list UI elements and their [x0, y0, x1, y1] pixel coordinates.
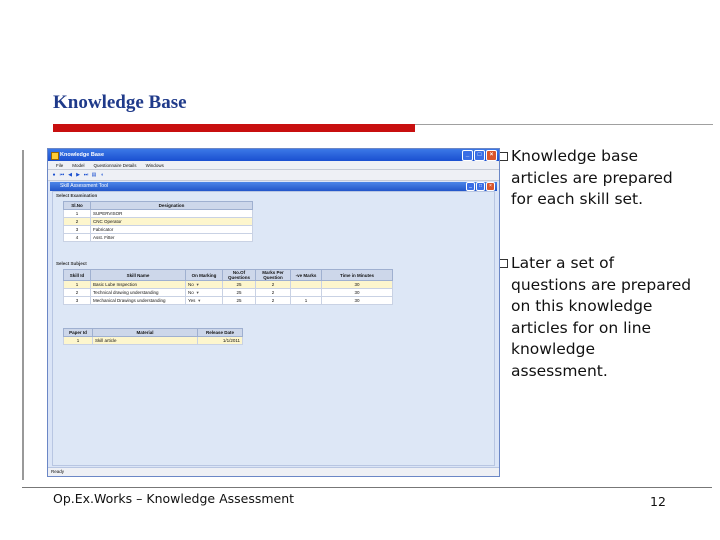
status-bar: Ready: [48, 467, 499, 476]
exam-col-header[interactable]: Designation: [91, 202, 253, 210]
menu-model[interactable]: Model: [72, 162, 85, 168]
table-cell: 25: [223, 289, 256, 297]
menu-windows[interactable]: Windows: [145, 162, 164, 168]
menu-questionnaire-details[interactable]: Questionnaire Details: [93, 162, 137, 168]
footer-text: Op.Ex.Works – Knowledge Assessment: [53, 491, 295, 506]
first-icon[interactable]: ⏮: [59, 172, 65, 178]
maximize-button[interactable]: □: [474, 150, 485, 161]
table-cell: 1: [291, 297, 322, 305]
previous-icon[interactable]: ◀: [68, 172, 72, 178]
assessment-panel: [52, 191, 495, 466]
subject-col-header[interactable]: -ve Marks: [291, 270, 322, 281]
table-cell: Skill article: [93, 337, 198, 345]
save-icon[interactable]: ●: [52, 172, 56, 178]
window-title: Knowledge Base: [60, 152, 105, 158]
table-row[interactable]: [64, 234, 253, 242]
subject-col-header[interactable]: Marks Per Question: [256, 270, 291, 281]
table-cell: 1: [64, 337, 93, 345]
table-cell: CNC Operator: [91, 218, 253, 226]
bullet-square-icon: [499, 152, 508, 161]
subject-table: [63, 269, 393, 305]
chevron-down-icon: ▾: [198, 297, 201, 303]
chevron-down-icon: ▾: [196, 281, 199, 287]
on-marking-select[interactable]: [186, 289, 223, 297]
table-cell: 1: [64, 210, 91, 218]
subject-section-label: Select Subject: [56, 261, 87, 266]
subject-col-header[interactable]: Time in Minutes: [322, 270, 393, 281]
table-cell: Fabricator: [91, 226, 253, 234]
menu-bar: [48, 161, 499, 169]
article-col-header[interactable]: Material: [93, 329, 198, 337]
on-marking-select[interactable]: [186, 297, 223, 305]
table-cell: Technical drawing understanding: [91, 289, 186, 297]
on-marking-select[interactable]: [186, 281, 223, 289]
article-col-header[interactable]: Release Date: [198, 329, 243, 337]
table-cell: Yes: [188, 297, 196, 303]
close-button[interactable]: ×: [486, 150, 497, 161]
bullet-text: Later a set of questions are prepared on this knowledge articles for on line knowledge assessment.: [511, 254, 692, 380]
table-cell: 4: [64, 234, 91, 242]
subject-col-header[interactable]: On Marking: [186, 270, 223, 281]
page-number: 12: [650, 494, 666, 509]
table-cell: No: [188, 289, 194, 295]
table-row[interactable]: [64, 281, 393, 289]
table-cell: Asst. Fitter: [91, 234, 253, 242]
inner-minimize-button[interactable]: _: [466, 182, 475, 191]
footer-rule: [22, 487, 712, 488]
audio-icon[interactable]: ◖: [100, 172, 104, 178]
table-cell: 30: [322, 289, 393, 297]
article-col-header[interactable]: Paper Id: [64, 329, 93, 337]
table-cell: 2: [256, 289, 291, 297]
bullet-square-icon: [499, 259, 508, 268]
app-window: [47, 148, 500, 477]
table-cell: 2: [64, 218, 91, 226]
chevron-down-icon: ▾: [196, 289, 199, 295]
table-cell: 3: [64, 297, 91, 305]
article-table: [63, 328, 243, 345]
table-row[interactable]: [64, 297, 393, 305]
app-icon: [51, 152, 59, 160]
minimize-button[interactable]: _: [462, 150, 473, 161]
table-cell: 2: [256, 281, 291, 289]
table-row[interactable]: [64, 337, 243, 345]
inner-close-button[interactable]: ×: [486, 182, 495, 191]
subject-col-header[interactable]: Skill Name: [91, 270, 186, 281]
subject-col-header[interactable]: No.Of Questions: [223, 270, 256, 281]
exam-col-header[interactable]: Sl.No: [64, 202, 91, 210]
table-cell: [291, 281, 322, 289]
table-cell: [291, 289, 322, 297]
inner-window-title: Skill Assessment Tool: [60, 183, 108, 189]
table-cell: 1: [64, 281, 91, 289]
table-cell: 30: [322, 281, 393, 289]
table-cell: SUPERVISOR: [91, 210, 253, 218]
table-row[interactable]: [64, 289, 393, 297]
table-cell: 1/1/2011: [198, 337, 243, 345]
title-accent-bar: [53, 124, 415, 132]
toolbar: [48, 169, 499, 181]
last-icon[interactable]: ⏭: [83, 172, 89, 178]
bullet-1: [503, 146, 693, 211]
table-row[interactable]: [64, 218, 253, 226]
table-row[interactable]: [64, 226, 253, 234]
table-cell: Basic Lube Inspection: [91, 281, 186, 289]
inner-maximize-button[interactable]: □: [476, 182, 485, 191]
left-margin-line: [22, 150, 24, 480]
table-cell: 3: [64, 226, 91, 234]
print-icon[interactable]: ▤: [91, 172, 97, 178]
table-row[interactable]: [64, 210, 253, 218]
exam-section-label: Select Examination: [56, 193, 98, 198]
table-cell: 25: [223, 281, 256, 289]
table-cell: 25: [223, 297, 256, 305]
table-cell: 2: [64, 289, 91, 297]
next-icon[interactable]: ▶: [76, 172, 80, 178]
bullet-2: [503, 253, 693, 382]
bullet-text: Knowledge base articles are prepared for each skill set.: [511, 147, 673, 208]
subject-col-header[interactable]: Skill Id: [64, 270, 91, 281]
menu-file[interactable]: File: [56, 162, 64, 168]
window-titlebar[interactable]: [48, 149, 499, 161]
inner-window-titlebar[interactable]: [50, 182, 497, 191]
table-cell: No: [188, 281, 194, 287]
table-cell: 30: [322, 297, 393, 305]
exam-table: [63, 201, 253, 242]
slide-title: Knowledge Base: [53, 92, 187, 113]
table-cell: 2: [256, 297, 291, 305]
table-cell: Mechanical Drawings understanding: [91, 297, 186, 305]
